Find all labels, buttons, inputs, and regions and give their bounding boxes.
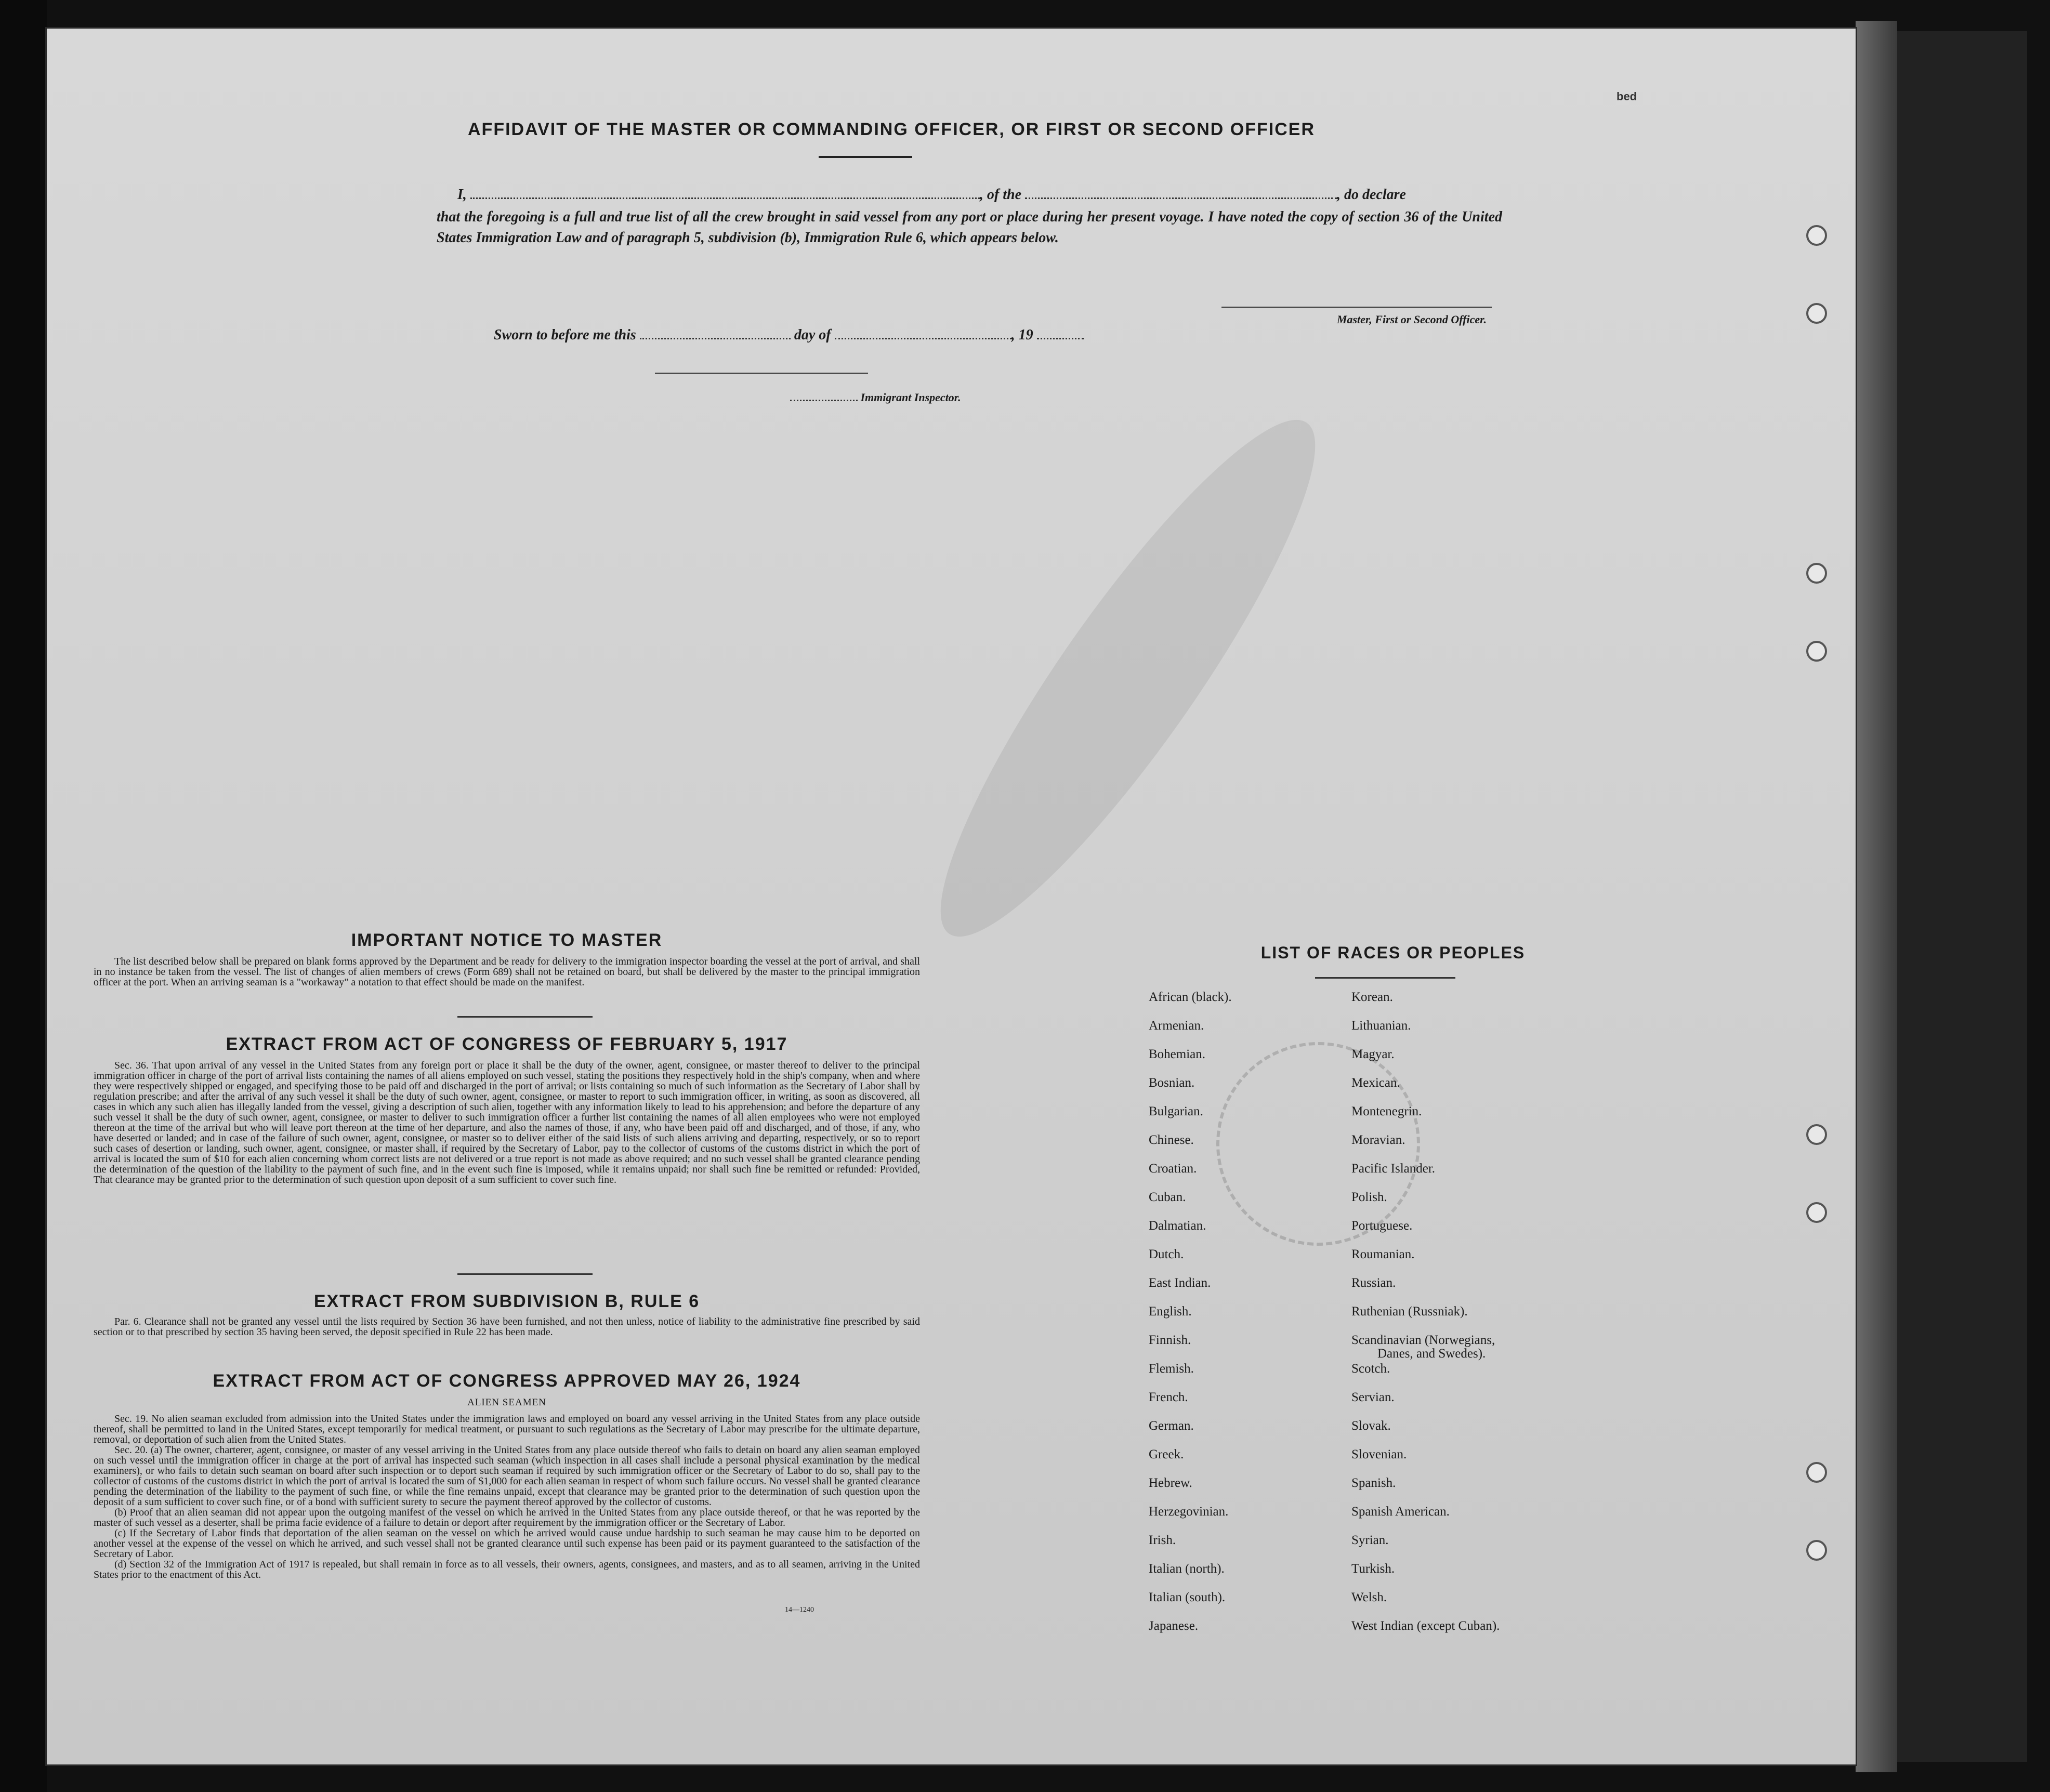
extract-1924-sec19: Sec. 19. No alien seaman excluded from admission into the United States under the immigration laws and employed on board any vessel arriving in the United States from any place outside thereof, shall be permitted to land in the United States, except temporarily for medical treatment, or pursuant to such regulations as the Secretary of Labor may prescribe for the ultimate departure, removal, or deportation of such alien from the United States.	[94, 1413, 920, 1445]
race-item-right: Russian.	[1351, 1276, 1396, 1290]
vessel-blank	[1025, 186, 1337, 199]
race-item-right: West Indian (except Cuban).	[1351, 1619, 1500, 1633]
race-item-left: East Indian.	[1149, 1276, 1211, 1290]
day-blank	[640, 326, 791, 339]
sworn-line	[494, 325, 1221, 346]
extract-1924-title: EXTRACT FROM ACT OF CONGRESS APPROVED MAY 26, 1924	[213, 1371, 801, 1391]
sworn-day-of: day of	[794, 327, 831, 343]
race-item-right: Magyar.	[1351, 1047, 1395, 1061]
race-item-left: Greek.	[1149, 1447, 1184, 1461]
race-item-left: French.	[1149, 1390, 1188, 1404]
affidavit-body: that the foregoing is a full and true list of all the crew brought in said vessel from any port or place during her present voyage. I have noted the copy of section 36 of the United States Immigration Law and of paragraph 5, subdivision (b), Immigration Rule 6, which appears below.	[437, 209, 1502, 246]
divider	[819, 156, 912, 158]
race-item-left: Italian (north).	[1149, 1562, 1225, 1576]
race-item-left: Flemish.	[1149, 1362, 1194, 1376]
race-item-right: Scandinavian (Norwegians,	[1351, 1333, 1495, 1347]
extract-1917-text: Sec. 36. That upon arrival of any vessel in the United States from any foreign port or place it shall be the duty of the owner, agent, consignee, or master thereof to deliver to the principal immigration officer in charge of the port of arrival lists containing the names of all aliens employed on such vessel, stating the positions they respectively hold in the ship's company, when and where they were respectively shipped or engaged, and specifying those to be paid off and discharged in the port of arrival; or lists containing so much of such information as the Secretary of Labor shall by regulation prescribe; and after the arrival of any such vessel it shall be the duty of such owner, agent, consignee, or master to report to such immigration officer, in writing, as soon as discovered, all cases in which any such alien has illegally landed from the vessel, giving a description of such alien, together with any information likely to lead to his apprehension; and before the departure of any such vessel it shall be the duty of such owner, agent, consignee, or master to deliver to such immigration officer a further list containing the names of all alien employees who were not employed thereon at the time of the arrival but who will leave port thereon at the time of her departure, and also the names of those, if any, who have been paid off and discharged, and of those, if any, who have deserted or landed; and in case of the failure of such owner, agent, consignee, or master so to deliver either of the said lists of such aliens arriving and departing, respectively, or so to report such cases of desertion or landing, such owner, agent, consignee, or master shall, if required by the Secretary of Labor, pay to the collector of customs of the customs district in which the port of arrival is located the sum of $10 for each alien concerning whom correct lists are not delivered or a true report is not made as above required; and no such vessel shall be granted clearance pending the determination of the question of the liability to the payment of such fine, and in the event such fine is imposed, while it remains unpaid; nor shall such fine be remitted or refunded: Provided, That clearance may be granted prior to the determination of such question upon deposit of a sum sufficient to cover such fine.	[94, 1060, 920, 1185]
punch-hole	[1806, 225, 1827, 246]
sworn-prefix: Sworn to before me this	[494, 327, 636, 343]
race-item-left: German.	[1149, 1419, 1194, 1433]
race-item-right: Scotch.	[1351, 1362, 1390, 1376]
race-item-left: Finnish.	[1149, 1333, 1191, 1347]
affidavit-line-1	[457, 185, 1497, 205]
notice-text-block	[94, 956, 920, 987]
extract-1924-sec20b: (b) Proof that an alien seaman did not appear upon the outgoing manifest of the vessel on which he arrived in the United States from any place outside thereof, or that he was reported by the master of such vessel as a deserter, shall be prima facie evidence of a failure to detain or deport after requirement by the immigration officer or the Secretary of Labor.	[94, 1507, 920, 1529]
race-item-right: Portuguese.	[1351, 1219, 1413, 1233]
race-item-right: Danes, and Swedes).	[1377, 1347, 1486, 1361]
punch-hole	[1806, 563, 1827, 584]
race-item-right: Pacific Islander.	[1351, 1162, 1436, 1176]
race-item-right: Slovenian.	[1351, 1447, 1407, 1461]
notice-text: The list described below shall be prepared on blank forms approved by the Department and be ready for delivery to the immigration inspector boarding the vessel at the port of arrival, and shall in no instance be taken from the vessel. The list of changes of alien members of crews (Form 689) shall not be retained on board, but shall be delivered by the master to the principal immigration officer at the port. When an arriving seaman is a "workaway" a notation to that effect should be made on the manifest.	[94, 956, 920, 988]
race-item-left: Japanese.	[1149, 1619, 1199, 1633]
race-item-right: Ruthenian (Russniak).	[1351, 1305, 1468, 1319]
extract-1924-block	[94, 1414, 920, 1580]
race-item-left: Dutch.	[1149, 1247, 1184, 1261]
race-item-right: Moravian.	[1351, 1133, 1405, 1147]
scan-back-sheet	[1897, 31, 2027, 1762]
inspector-caption: Immigrant Inspector.	[860, 391, 961, 404]
alien-seamen-subtitle: ALIEN SEAMEN	[467, 1397, 546, 1408]
race-item-right: Syrian.	[1351, 1533, 1389, 1547]
race-item-left: Dalmatian.	[1149, 1219, 1206, 1233]
races-title: LIST OF RACES OR PEOPLES	[1260, 943, 1526, 962]
binder-edge	[1856, 21, 1897, 1772]
extract-rule6-title: EXTRACT FROM SUBDIVISION B, RULE 6	[313, 1292, 700, 1311]
notice-title: IMPORTANT NOTICE TO MASTER	[351, 930, 663, 950]
extract-1924-sec20d: (d) Section 32 of the Immigration Act of 1917 is repealed, but shall remain in force as to all vessels, their owners, agents, consignees, and masters, and as to all seamen, arriving in the United States prior to the enactment of this Act.	[94, 1559, 920, 1580]
divider	[457, 1273, 593, 1275]
race-item-left: Chinese.	[1149, 1133, 1194, 1147]
extract-1924-sec20a: Sec. 20. (a) The owner, charterer, agent, consignee, or master of any vessel arriving in the United States from any place outside thereof who fails to detain on board any alien seaman employed on such vessel until the immigration officer in charge at the port of arrival has inspected such seaman (which inspection in all cases shall include a personal physical examination by the medical examiners), or who fails to detain such seaman on board after such inspection or to deport such seaman if required by such immigration officer or the Secretary of Labor to do so, shall pay to the collector of customs of the customs district in which the port of arrival is located the sum of $1,000 for each alien seaman in respect of whom such failure occurs. No vessel shall be granted clearance pending the determination of the liability to the payment of such fine, or while the fine remains unpaid, except that clearance may be granted prior to the determination of such question upon the deposit of a sum sufficient to cover such fine, or of a bond with sufficient surety to secure the payment thereof approved by the collector of customs.	[94, 1444, 920, 1508]
divider	[457, 1016, 593, 1018]
punch-hole	[1806, 303, 1827, 324]
punch-hole	[1806, 1202, 1827, 1223]
race-item-right: Welsh.	[1351, 1590, 1387, 1604]
punch-hole	[1806, 1462, 1827, 1483]
race-item-left: Irish.	[1149, 1533, 1176, 1547]
race-item-right: Turkish.	[1351, 1562, 1395, 1576]
affidavit-do-declare: , do declare	[1337, 187, 1406, 203]
race-item-left: Armenian.	[1149, 1019, 1204, 1033]
divider	[1315, 977, 1455, 979]
race-item-left: Italian (south).	[1149, 1590, 1226, 1604]
signature-line	[1221, 307, 1492, 308]
extract-1924-sec20c: (c) If the Secretary of Labor finds that deportation of the alien seaman on the vessel on which he arrived would cause undue hardship to such seaman he may cause him to be deported on another vessel at the expense of the vessel on which he arrived, and such vessel shall not be granted clearance until such expense has been paid or its payment guaranteed to the satisfaction of the Secretary of Labor.	[94, 1527, 920, 1560]
punch-hole	[1806, 1124, 1827, 1145]
extract-1917-title: EXTRACT FROM ACT OF CONGRESS OF FEBRUARY 5, 1917	[226, 1034, 788, 1054]
race-item-left: Croatian.	[1149, 1162, 1197, 1176]
corner-mark: bed	[1617, 90, 1637, 103]
race-item-left: Herzegovinian.	[1149, 1505, 1229, 1519]
race-item-right: Lithuanian.	[1351, 1019, 1411, 1033]
affidavit-title: AFFIDAVIT OF THE MASTER OR COMMANDING OFFICER, OR FIRST OR SECOND OFFICER	[468, 120, 1315, 139]
race-item-left: Hebrew.	[1149, 1476, 1192, 1490]
inspector-caption-row	[790, 387, 1081, 408]
affidavit-i: I,	[457, 187, 467, 203]
race-item-right: Slovak.	[1351, 1419, 1391, 1433]
race-item-left: African (black).	[1149, 990, 1232, 1004]
name-blank	[470, 186, 980, 199]
document-page	[47, 29, 1856, 1764]
inspector-signature-line	[655, 373, 868, 374]
race-item-left: English.	[1149, 1305, 1192, 1319]
ink-smudge	[893, 384, 1362, 972]
race-item-right: Polish.	[1351, 1190, 1387, 1204]
race-item-left: Cuban.	[1149, 1190, 1186, 1204]
extract-rule6-block	[94, 1316, 920, 1337]
race-item-right: Spanish American.	[1351, 1505, 1450, 1519]
extract-rule6-text: Par. 6. Clearance shall not be granted any vessel until the lists required by Section 36 have been furnished, and not then unless, notice of liability to the administrative fine prescribed by said section or to that prescribed by section 35 having been served, the deposit specified in Rule 22 has been made.	[94, 1316, 920, 1338]
signature-caption: Master, First or Second Officer.	[1336, 313, 1487, 326]
punch-hole	[1806, 1540, 1827, 1561]
year-blank	[1037, 326, 1084, 339]
punch-hole	[1806, 641, 1827, 662]
race-item-left: Bosnian.	[1149, 1076, 1195, 1090]
race-item-right: Korean.	[1351, 990, 1393, 1004]
race-item-right: Mexican.	[1351, 1076, 1400, 1090]
race-item-right: Roumanian.	[1351, 1247, 1415, 1261]
race-item-right: Servian.	[1351, 1390, 1395, 1404]
form-number: 14—1240	[785, 1606, 814, 1614]
month-blank	[835, 326, 1011, 339]
race-item-left: Bulgarian.	[1149, 1104, 1203, 1118]
race-item-right: Spanish.	[1351, 1476, 1396, 1490]
affidavit-of-the: , of the	[979, 187, 1022, 203]
scan-left-border	[0, 0, 47, 1792]
extract-1917-block	[94, 1060, 920, 1185]
race-item-right: Montenegrin.	[1351, 1104, 1422, 1118]
race-item-left: Bohemian.	[1149, 1047, 1206, 1061]
sworn-year: , 19	[1011, 327, 1033, 343]
inspector-blank	[790, 392, 858, 401]
